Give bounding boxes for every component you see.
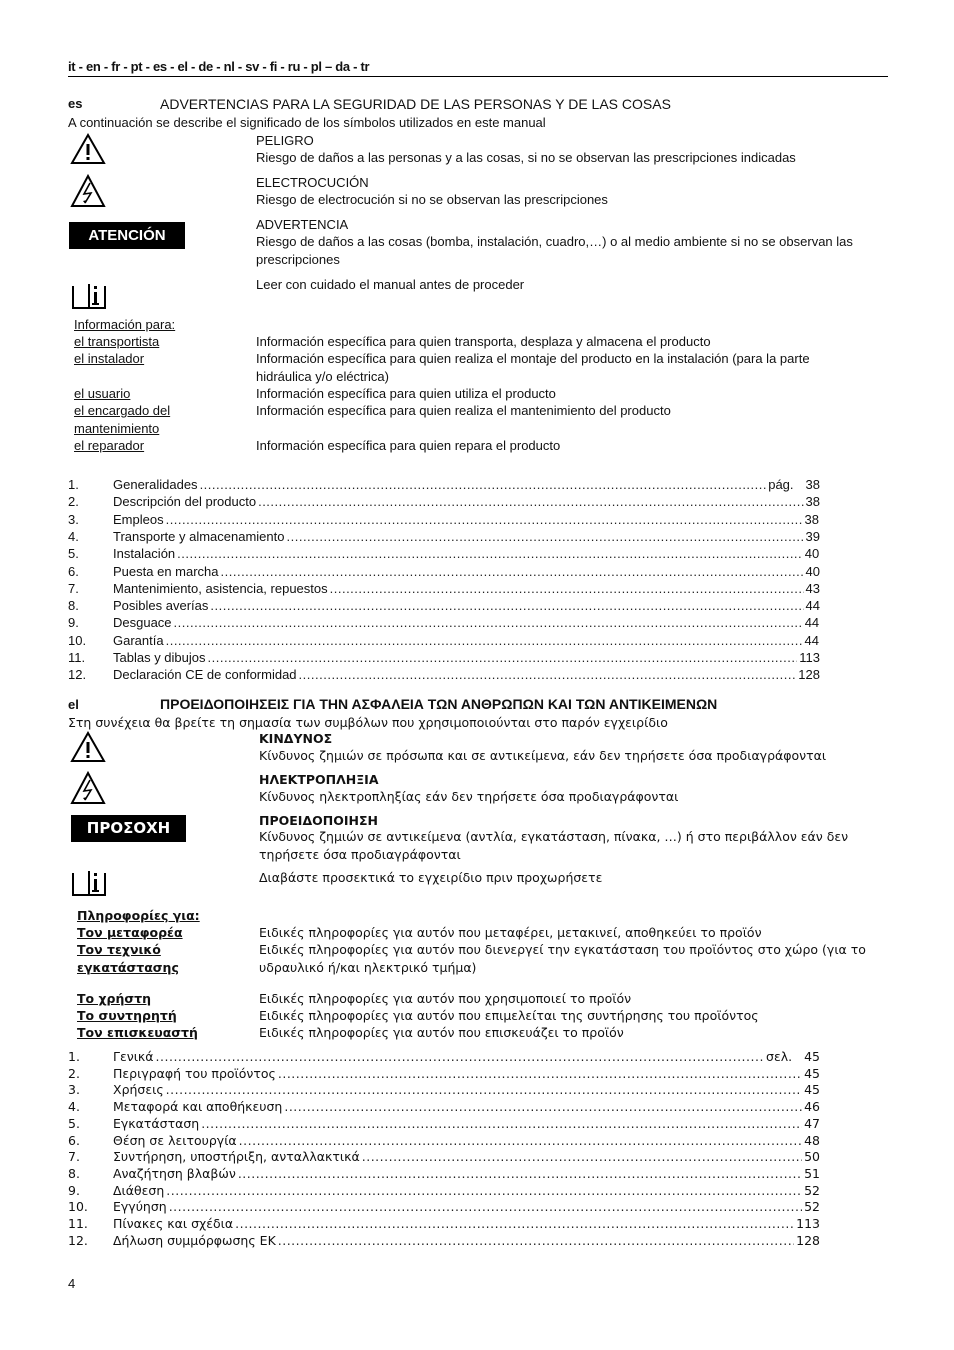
- toc-entry-number: 1.: [68, 477, 79, 492]
- toc-entry-page: 47: [804, 1115, 820, 1131]
- toc-entry-page: 39: [805, 528, 820, 544]
- toc-entry: [68, 1182, 820, 1199]
- symbol-desc: Riesgo de daños a las cosas (bomba, instalación, cuadro,…) o al medio ambiente si no se observan las prescripciones: [256, 234, 853, 267]
- toc-entry-title: Χρήσεις: [113, 1082, 164, 1098]
- section-lang-es: es: [68, 96, 83, 111]
- toc-entry-title: Instalación: [113, 546, 176, 562]
- toc-entry-page: 113: [796, 1216, 820, 1231]
- toc-entry-page: 113: [799, 650, 820, 665]
- toc-entry-title: Μεταφορά και αποθήκευση: [113, 1099, 283, 1115]
- symbol-desc: Κίνδυνος ηλεκτροπληξίας εάν δεν τηρήσετε όσα προδιαγράφονται: [259, 789, 679, 804]
- toc-entry: [68, 1215, 820, 1232]
- toc-entry: [68, 1132, 820, 1149]
- toc-leader-dots: [278, 1232, 794, 1249]
- toc-entry-title: Γενικά: [113, 1049, 154, 1064]
- toc-leader-dots: [156, 1048, 764, 1065]
- role-desc: Información específica para quien transporta, desplaza y almacena el producto: [256, 334, 711, 349]
- symbol-desc: Leer con cuidado el manual antes de proceder: [256, 277, 525, 292]
- role-desc: Ειδικές πληροφορίες για αυτόν που επιμελείται της συντήρησης του προϊόντος: [259, 1008, 759, 1023]
- toc-entry: [68, 1115, 820, 1132]
- symbol-title: ΠΡΟΕΙΔΟΠΟΙΗΣΗ: [259, 813, 378, 828]
- toc-entry: [68, 1148, 820, 1165]
- toc-entry: [68, 1165, 820, 1182]
- toc-leader-dots: [221, 563, 804, 580]
- toc-entry-title: Declaración CE de conformidad: [113, 667, 297, 683]
- toc-entry-title: Εγγύηση: [113, 1199, 167, 1215]
- toc-entry-number: 10.: [68, 632, 87, 648]
- role-label: Το χρήστη: [77, 991, 151, 1006]
- toc-entry: [68, 1198, 820, 1215]
- toc-leader-dots: [284, 1098, 802, 1115]
- toc-leader-dots: [166, 1182, 802, 1199]
- toc-entry-title: Tablas y dibujos: [113, 650, 206, 665]
- toc-entry-title: Θέση σε λειτουργία: [113, 1132, 237, 1148]
- toc-entry-number: 6.: [68, 563, 79, 579]
- toc-entry-number: 6.: [68, 1132, 80, 1148]
- role-label: el usuario: [74, 386, 131, 401]
- toc-entry-title: Εγκατάσταση: [113, 1115, 200, 1131]
- toc-entry-title: Διάθεση: [113, 1182, 165, 1198]
- toc-entry: [68, 580, 820, 597]
- toc-leader-dots: [238, 1165, 802, 1182]
- toc-entry-number: 4.: [68, 528, 79, 544]
- toc-entry: [68, 476, 820, 493]
- toc-entry-page: 52: [804, 1182, 820, 1198]
- toc-entry-number: 8.: [68, 1165, 80, 1181]
- toc-entry-title: Transporte y almacenamiento: [113, 528, 285, 544]
- symbol-desc: Κίνδυνος ζημιών σε πρόσωπα και σε αντικείμενα, εάν δεν τηρήσετε όσα προδιαγράφονται: [259, 748, 827, 763]
- toc-leader-dots: [330, 580, 804, 597]
- toc-leader-dots: [239, 1132, 802, 1149]
- section-title-es: ADVERTENCIAS PARA LA SEGURIDAD DE LAS PERSONAS Y DE LAS COSAS: [160, 96, 671, 112]
- attention-badge: ΠΡΟΣΟΧΗ: [71, 815, 186, 842]
- role-desc: Información específica para quien realiza el montaje del producto en la instalación (para la parte hidráulica y/o eléctrica): [256, 351, 810, 384]
- symbol-desc: Riesgo de daños a las personas y a las cosas, si no se observan las prescripciones indicadas: [256, 150, 796, 165]
- role-desc: Ειδικές πληροφορίες για αυτόν που διενεργεί την εγκατάσταση του προϊόντος στο χώρο (για το υδραυλικό ή/και ηλεκτρικό τμήμα): [259, 942, 866, 975]
- toc-entry: [68, 563, 820, 580]
- toc-entry-title: Αναζήτηση βλαβών: [113, 1165, 236, 1181]
- read-manual-icon: [71, 283, 107, 309]
- toc-entry: [68, 493, 820, 510]
- toc-leader-dots: [299, 666, 797, 683]
- toc-entry-page: 43: [805, 580, 820, 596]
- electric-hazard-icon: [70, 771, 106, 805]
- toc-entry-page: 38: [805, 477, 820, 492]
- toc-entry-page: 38: [805, 494, 820, 510]
- role-desc: Información específica para quien realiza el mantenimiento del producto: [256, 403, 671, 418]
- symbol-title: ΚΙΝΔΥΝΟΣ: [259, 731, 333, 746]
- toc-leader-dots: [169, 1198, 802, 1215]
- toc-entry-number: 12.: [68, 1232, 88, 1248]
- toc-entry-number: 11.: [68, 1216, 88, 1231]
- toc-entry-title: Puesta en marcha: [113, 563, 219, 579]
- toc-entry-number: 9.: [68, 1182, 80, 1198]
- toc-entry-page: 44: [805, 598, 820, 614]
- toc-entry-title: Mantenimiento, asistencia, repuestos: [113, 580, 328, 596]
- toc-entry-page: 40: [804, 546, 820, 562]
- toc-entry-number: 5.: [68, 1115, 80, 1131]
- toc-entry-page: 40: [805, 563, 820, 579]
- toc-entry-page: 44: [804, 632, 819, 648]
- symbol-title: ΗΛΕΚΤΡΟΠΛΗΞΙΑ: [259, 772, 379, 787]
- toc-entry-number: 9.: [68, 615, 79, 631]
- toc-entry-page: 45: [804, 1082, 820, 1098]
- toc-leader-dots: [208, 649, 798, 666]
- toc-entry-title: Garantía: [113, 632, 164, 648]
- role-label: Το συντηρητή: [77, 1008, 177, 1023]
- symbol-title: ADVERTENCIA: [256, 217, 349, 232]
- toc-entry-title: Πίνακες και σχέδια: [113, 1216, 234, 1231]
- toc-entry-number: 12.: [68, 667, 87, 683]
- toc-entry-number: 10.: [68, 1199, 88, 1215]
- toc-entry-title: Δήλωση συμμόρφωσης ΕΚ: [113, 1232, 276, 1248]
- language-list: it - en - fr - pt - es - el - de - nl - sv - fi - ru - pl – da - tr: [68, 59, 370, 74]
- toc-entry-number: 3.: [68, 511, 79, 527]
- toc-leader-dots: [287, 528, 804, 545]
- section-intro-el: Στη συνέχεια θα βρείτε τη σημασία των συμβόλων που χρησιμοποιούνται στο παρόν εγχειρίδιο: [68, 715, 668, 730]
- electric-hazard-icon: [70, 174, 106, 208]
- toc-entry-number: 7.: [68, 580, 79, 596]
- toc-entry: [68, 597, 820, 614]
- read-manual-icon: [71, 870, 107, 896]
- toc-entry: [68, 649, 820, 666]
- toc-leader-dots: [166, 511, 803, 528]
- info-heading: Πληροφορίες για:: [77, 908, 200, 923]
- toc-entry-title: Συντήρηση, υποστήριξη, ανταλλακτικά: [113, 1149, 360, 1165]
- symbol-desc: Κίνδυνος ζημιών σε αντικείμενα (αντλία, εγκατάσταση, πίνακα, …) ή στο περιβάλλον εάν δεν τηρήσετε όσα προδιαγράφονται: [259, 829, 849, 862]
- toc-entry-page: 52: [804, 1199, 820, 1215]
- page-number: 4: [68, 1276, 76, 1291]
- attention-badge: ATENCIÓN: [69, 222, 185, 249]
- role-label: el reparador: [74, 438, 145, 453]
- toc-leader-dots: [166, 1081, 802, 1098]
- toc-entry-page: 128: [798, 667, 820, 683]
- toc-entry-number: 2.: [68, 494, 79, 510]
- symbol-title: ELECTROCUCIÓN: [256, 175, 369, 190]
- role-desc: Ειδικές πληροφορίες για αυτόν που χρησιμοποιεί το προϊόν: [259, 991, 632, 1006]
- warning-triangle-icon: [70, 133, 106, 165]
- toc-entry-number: 8.: [68, 598, 79, 614]
- header-rule: [68, 76, 888, 77]
- toc-entry-page: 48: [804, 1132, 820, 1148]
- role-label: el encargado del mantenimiento: [74, 403, 171, 436]
- toc-entry-page: 45: [804, 1065, 820, 1081]
- role-label: Τον μεταφορέα: [77, 925, 183, 940]
- symbol-title: PELIGRO: [256, 133, 314, 148]
- role-label: el transportista: [74, 334, 160, 349]
- toc-leader-dots: [362, 1148, 802, 1165]
- toc-entry-number: 7.: [68, 1149, 80, 1165]
- toc-entry-page: 51: [804, 1165, 820, 1181]
- role-desc: Información específica para quien utiliza el producto: [256, 386, 556, 401]
- role-desc: Ειδικές πληροφορίες για αυτόν που επισκευάζει το προϊόν: [259, 1025, 624, 1040]
- toc-entry-number: 5.: [68, 546, 79, 562]
- toc-entry-page: 128: [796, 1232, 820, 1248]
- toc-leader-dots: [258, 493, 803, 510]
- toc-entry: [68, 511, 820, 528]
- toc-leader-dots: [174, 614, 803, 631]
- toc-entry-title: Generalidades: [113, 477, 198, 492]
- toc-entry: [68, 632, 820, 649]
- role-desc: Información específica para quien repara el producto: [256, 438, 561, 453]
- toc-entry: [68, 1081, 820, 1098]
- toc-entry: [68, 614, 820, 631]
- toc-entry-number: 2.: [68, 1065, 80, 1081]
- toc-entry-number: 11.: [68, 650, 86, 665]
- toc-leader-dots: [201, 1115, 802, 1132]
- toc-entry-title: Empleos: [113, 511, 164, 527]
- toc-entry-title: Posibles averías: [113, 598, 209, 614]
- symbol-desc: Riesgo de electrocución si no se observan las prescripciones: [256, 192, 608, 207]
- toc-leader-dots: [200, 476, 767, 493]
- toc-leader-dots: [278, 1065, 802, 1082]
- toc-entry-page: 46: [804, 1099, 820, 1115]
- info-heading: Información para:: [74, 317, 176, 332]
- toc-entry-page: 38: [804, 511, 819, 527]
- toc-entry-title: Desguace: [113, 615, 172, 631]
- toc-leader-dots: [177, 545, 803, 562]
- toc-entry-number: 3.: [68, 1082, 80, 1098]
- toc-leader-dots: [235, 1215, 794, 1232]
- section-lang-el: el: [68, 697, 79, 712]
- toc-entry-page: 45: [804, 1049, 820, 1064]
- toc-page-word: σελ.: [766, 1049, 793, 1064]
- role-desc: Ειδικές πληροφορίες για αυτόν που μεταφέρει, μετακινεί, αποθηκεύει το προϊόν: [259, 925, 762, 940]
- toc-entry: [68, 545, 820, 562]
- section-title-el: ΠΡΟΕΙΔΟΠΟΙΗΣΕΙΣ ΓΙΑ ΤΗΝ ΑΣΦΑΛΕΙΑ ΤΩΝ ΑΝΘΡΩΠΩΝ ΚΑΙ ΤΩΝ ΑΝΤΙΚΕΙΜΕΝΩΝ: [160, 696, 718, 712]
- toc-entry-page: 50: [804, 1149, 820, 1165]
- toc-entry-number: 4.: [68, 1099, 80, 1115]
- toc-entry: [68, 1232, 820, 1249]
- symbol-desc: Διαβάστε προσεκτικά το εγχειρίδιο πριν προχωρήσετε: [259, 870, 603, 885]
- toc-entry: [68, 528, 820, 545]
- toc-leader-dots: [166, 632, 803, 649]
- toc-entry: [68, 1048, 820, 1065]
- warning-triangle-icon: [70, 731, 106, 763]
- toc-entry-title: Descripción del producto: [113, 494, 257, 510]
- toc-entry-number: 1.: [68, 1049, 80, 1064]
- toc-page-word: pág.: [768, 477, 794, 492]
- toc-entry: [68, 1098, 820, 1115]
- toc-entry-title: Περιγραφή του προϊόντος: [113, 1065, 276, 1081]
- toc-entry-page: 44: [804, 615, 820, 631]
- toc-entry: [68, 666, 820, 683]
- role-label: Τον τεχνικό εγκατάστασης: [77, 942, 179, 975]
- section-intro-es: A continuación se describe el significado de los símbolos utilizados en este manual: [68, 115, 546, 130]
- toc-leader-dots: [210, 597, 803, 614]
- toc-entry: [68, 1065, 820, 1082]
- role-label: el instalador: [74, 351, 145, 366]
- role-label: Τον επισκευαστή: [77, 1025, 198, 1040]
